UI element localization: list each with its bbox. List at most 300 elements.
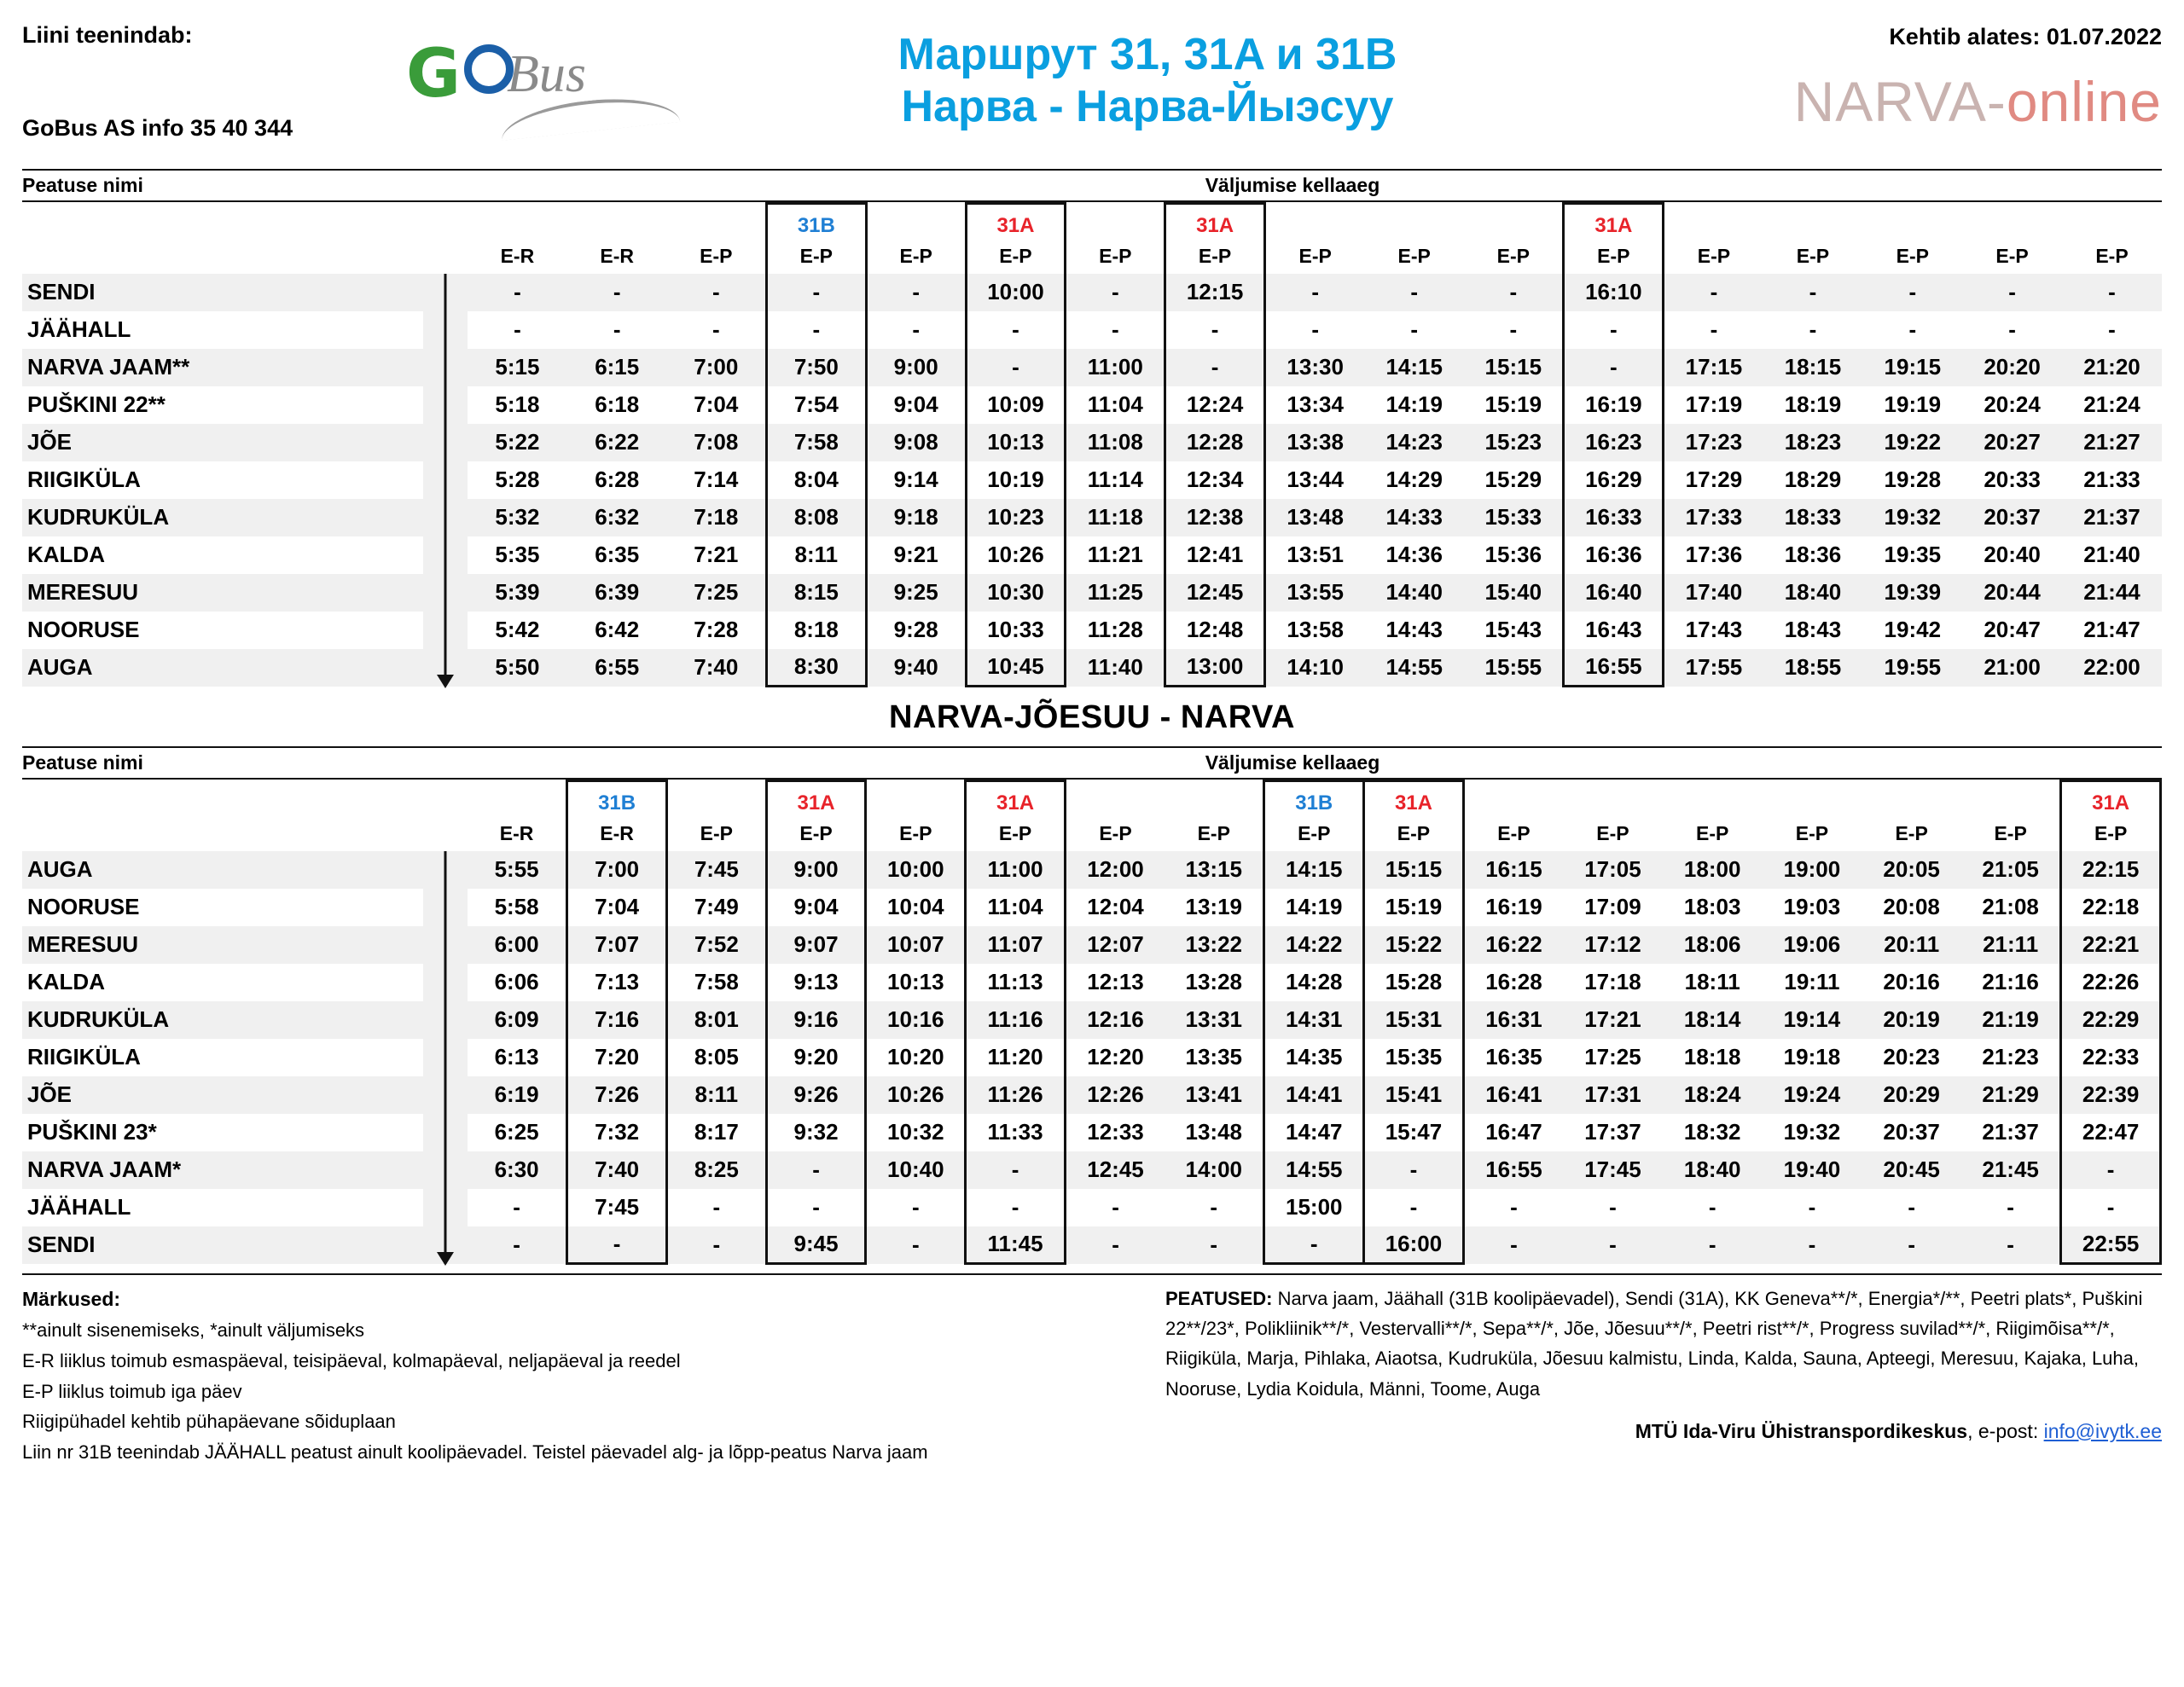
time-cell: - — [1609, 1232, 1617, 1257]
table-row — [22, 574, 2162, 612]
time-cell: - — [1410, 279, 1419, 304]
day-type-cell: E-P — [1264, 817, 1364, 851]
band-top-1 — [22, 169, 2162, 202]
time-cell: 15:43 — [1484, 617, 1542, 642]
time-cell: 17:05 — [1584, 856, 1641, 882]
departure-label-1: Väljumise kellaaeg — [1205, 174, 1380, 196]
time-cell: - — [2007, 1194, 2014, 1220]
time-cell: 15:33 — [1484, 504, 1542, 530]
time-cell: 5:28 — [495, 467, 540, 492]
time-cell: 10:00 — [966, 274, 1066, 311]
time-cell: 6:06 — [494, 969, 539, 994]
time-cell: 22:26 — [2061, 964, 2161, 1001]
time-cell: 14:15 — [1385, 354, 1443, 380]
time-cell: 17:12 — [1584, 931, 1641, 957]
time-cell: 6:32 — [595, 504, 640, 530]
time-cell: 19:55 — [1884, 654, 1942, 680]
time-cell: 9:08 — [893, 429, 938, 455]
day-type-cell: E-P — [899, 822, 932, 844]
time-cell: - — [1510, 1194, 1518, 1220]
time-cell: 14:28 — [1264, 964, 1364, 1001]
time-cell: 16:55 — [1485, 1157, 1542, 1182]
stop-name-cell: JÄÄHALL — [27, 1194, 131, 1220]
time-cell: - — [912, 316, 920, 342]
time-cell: 9:40 — [893, 654, 938, 680]
time-cell: 18:14 — [1683, 1006, 1741, 1032]
route-tag-cell — [1165, 204, 1265, 240]
time-cell: - — [1908, 279, 1917, 304]
time-cell: 21:00 — [1984, 654, 2041, 680]
time-cell: - — [513, 1232, 520, 1257]
time-cell: 10:00 — [887, 856, 944, 882]
day-type-cell: E-R — [500, 245, 535, 267]
time-cell: - — [1165, 349, 1265, 386]
route-tag-cell — [1664, 204, 1763, 240]
time-cell: 6:09 — [494, 1006, 539, 1032]
time-cell: 7:40 — [567, 1151, 667, 1189]
narva-online-logo — [1616, 69, 2162, 134]
time-cell: 7:25 — [694, 579, 739, 605]
time-cell: 18:03 — [1683, 894, 1741, 919]
time-cell: - — [1364, 1189, 1464, 1226]
time-cell: 14:23 — [1385, 429, 1443, 455]
time-cell: 7:52 — [694, 931, 739, 957]
time-cell: 18:15 — [1784, 354, 1842, 380]
time-cell: 18:11 — [1684, 969, 1740, 994]
time-cell: 11:00 — [966, 851, 1066, 889]
time-cell: 7:14 — [694, 467, 739, 492]
route-tag-cell — [1364, 204, 1464, 240]
time-cell: 20:37 — [1883, 1119, 1940, 1145]
time-cell: 6:00 — [494, 931, 539, 957]
gobus-logo-g: G — [406, 36, 458, 113]
time-cell: 18:06 — [1683, 931, 1741, 957]
time-cell: - — [766, 1151, 866, 1189]
time-cell: 11:26 — [966, 1076, 1066, 1114]
time-cell: 7:21 — [694, 542, 739, 567]
time-cell: - — [1165, 311, 1265, 349]
table-row — [22, 461, 2162, 499]
time-cell: 5:55 — [494, 856, 539, 882]
time-cell: 7:58 — [766, 424, 866, 461]
day-type-cell: E-P — [1099, 245, 1132, 267]
day-type-cell: E-P — [766, 240, 866, 274]
route-tag-cell — [1464, 204, 1564, 240]
time-cell: 8:01 — [694, 1006, 739, 1032]
time-cell: 20:08 — [1883, 894, 1940, 919]
time-cell: 10:26 — [887, 1081, 944, 1107]
time-cell: 22:29 — [2061, 1001, 2161, 1039]
time-cell: 21:19 — [1982, 1006, 2039, 1032]
time-cell: - — [1564, 311, 1664, 349]
stop-name-cell: KUDRUKÜLA — [27, 504, 170, 530]
time-cell: 13:41 — [1185, 1081, 1242, 1107]
time-cell: 17:37 — [1584, 1119, 1641, 1145]
route-tag-cell — [1564, 204, 1664, 240]
stop-name-cell: RIIGIKÜLA — [27, 1044, 141, 1070]
notes-block — [22, 1284, 1157, 1467]
stop-name-cell: SENDI — [27, 279, 96, 304]
note-line: Riigipühadel kehtib pühapäevane sõiduplaan — [22, 1411, 396, 1433]
time-cell: 10:13 — [887, 969, 944, 994]
stop-name-cell: KALDA — [27, 542, 105, 567]
time-cell: 9:25 — [893, 579, 938, 605]
stop-name-cell: NOORUSE — [27, 894, 140, 919]
day-type-cell: E-P — [2095, 245, 2129, 267]
time-cell: 10:30 — [966, 574, 1066, 612]
time-cell: 5:50 — [495, 654, 540, 680]
route-tag-cell — [1663, 781, 1763, 817]
time-cell: 10:19 — [966, 461, 1066, 499]
time-cell: 7:58 — [694, 969, 739, 994]
table-row — [22, 386, 2162, 424]
time-cell: 14:55 — [1264, 1151, 1364, 1189]
time-cell: 10:23 — [966, 499, 1066, 536]
time-cell: 14:19 — [1264, 889, 1364, 926]
time-cell: 13:00 — [1165, 649, 1265, 687]
stop-name-cell: RIIGIKÜLA — [27, 467, 141, 492]
time-cell: 16:29 — [1564, 461, 1664, 499]
time-cell: 16:22 — [1485, 931, 1542, 957]
time-cell: 16:31 — [1485, 1006, 1542, 1032]
route-tag-row — [22, 781, 2161, 817]
time-cell: 15:40 — [1484, 579, 1542, 605]
time-cell: 14:22 — [1264, 926, 1364, 964]
route-badge-31A: 31A — [1594, 213, 1633, 237]
note-line: E-R liiklus toimub esmaspäeval, teisipäeval, kolmapäeval, neljapäeval ja reedel — [22, 1349, 681, 1371]
operator-label: Liini teenindab: — [22, 22, 193, 48]
time-cell: 9:16 — [766, 1001, 866, 1039]
time-cell: - — [1808, 1194, 1816, 1220]
time-cell: 14:40 — [1385, 579, 1443, 605]
time-cell: 5:42 — [495, 617, 540, 642]
page-header — [22, 15, 2162, 169]
time-cell: 6:55 — [595, 654, 640, 680]
stop-name-cell: PUŠKINI 23* — [27, 1119, 157, 1145]
time-cell: 19:42 — [1884, 617, 1942, 642]
time-cell: - — [966, 311, 1066, 349]
time-cell: 7:26 — [567, 1076, 667, 1114]
time-cell: 17:19 — [1685, 391, 1743, 417]
operator-info: GoBus AS info 35 40 344 — [22, 115, 293, 141]
time-cell: 14:41 — [1264, 1076, 1364, 1114]
time-cell: - — [1908, 1194, 1915, 1220]
day-type-cell: E-P — [1197, 822, 1230, 844]
time-cell: 22:47 — [2061, 1114, 2161, 1151]
route-badge-31A: 31A — [2092, 791, 2130, 815]
time-cell: - — [1809, 316, 1817, 342]
time-cell: 14:33 — [1385, 504, 1443, 530]
day-type-cell: E-P — [700, 245, 733, 267]
time-cell: 6:18 — [595, 391, 640, 417]
time-cell: 16:55 — [1564, 649, 1664, 687]
notes-title: Märkused: — [22, 1288, 121, 1310]
time-cell: 17:45 — [1584, 1157, 1641, 1182]
time-cell: - — [2061, 1189, 2161, 1226]
time-cell: 16:19 — [1485, 894, 1542, 919]
time-cell: 8:08 — [766, 499, 866, 536]
table-row — [22, 1151, 2161, 1189]
time-cell: 9:45 — [766, 1226, 866, 1264]
time-cell: 9:14 — [893, 467, 938, 492]
route-tag-cell — [1862, 204, 1962, 240]
time-cell: 7:07 — [567, 926, 667, 964]
time-cell: - — [513, 1194, 520, 1220]
time-cell: 9:28 — [893, 617, 938, 642]
time-cell: - — [1311, 279, 1319, 304]
time-cell: 10:13 — [966, 424, 1066, 461]
time-cell: 20:45 — [1883, 1157, 1940, 1182]
time-cell: 18:33 — [1784, 504, 1842, 530]
time-cell: 7:32 — [567, 1114, 667, 1151]
route-badge-31B: 31B — [797, 213, 835, 237]
time-cell: - — [1609, 1194, 1617, 1220]
time-cell: 14:47 — [1264, 1114, 1364, 1151]
time-cell: 12:26 — [1087, 1081, 1144, 1107]
stop-name-cell: MERESUU — [27, 931, 139, 957]
route-badge-31A: 31A — [1196, 213, 1234, 237]
time-cell: 19:14 — [1783, 1006, 1841, 1032]
time-cell: 10:33 — [966, 612, 1066, 649]
day-type-cell: E-P — [2061, 817, 2161, 851]
time-cell: 17:25 — [1584, 1044, 1641, 1070]
time-cell: 22:00 — [2083, 654, 2140, 680]
time-cell: 18:40 — [1784, 579, 1842, 605]
route-badge-31A: 31A — [996, 213, 1035, 237]
time-cell: 10:04 — [887, 894, 944, 919]
stop-name-cell: AUGA — [27, 654, 93, 680]
time-cell: 10:32 — [887, 1119, 944, 1145]
time-cell: - — [2008, 316, 2016, 342]
time-cell: - — [1908, 316, 1917, 342]
time-cell: - — [1710, 279, 1718, 304]
time-cell: 11:25 — [1087, 579, 1143, 605]
time-cell: 8:30 — [766, 649, 866, 687]
time-cell: 11:08 — [1087, 429, 1143, 455]
time-cell: 5:32 — [495, 504, 540, 530]
time-cell: - — [1908, 1232, 1915, 1257]
time-cell: - — [1210, 1232, 1218, 1257]
time-cell: - — [712, 1232, 721, 1257]
time-cell: - — [2007, 1232, 2014, 1257]
time-cell: 6:30 — [494, 1157, 539, 1182]
time-cell: 19:40 — [1783, 1157, 1841, 1182]
time-cell: 15:55 — [1484, 654, 1542, 680]
day-type-cell: E-P — [1298, 245, 1332, 267]
day-type-cell: E-R — [567, 817, 667, 851]
time-cell: 11:00 — [1087, 354, 1143, 380]
narva-online-logo-part2: online — [2006, 70, 2162, 133]
stop-name-cell: JÄÄHALL — [27, 316, 131, 342]
time-cell: - — [766, 274, 866, 311]
time-cell: 6:19 — [494, 1081, 539, 1107]
time-cell: - — [1710, 316, 1718, 342]
time-cell: - — [1708, 1232, 1716, 1257]
time-cell: 16:23 — [1564, 424, 1664, 461]
time-cell: 16:00 — [1364, 1226, 1464, 1264]
route-badge-31B: 31B — [1295, 791, 1333, 815]
time-cell: 7:04 — [694, 391, 739, 417]
time-cell: 14:15 — [1264, 851, 1364, 889]
time-cell: 21:45 — [1982, 1157, 2039, 1182]
time-cell: 15:15 — [1364, 851, 1464, 889]
time-cell: 8:04 — [766, 461, 866, 499]
day-type-cell: E-P — [766, 817, 866, 851]
route-title-line2: Нарва - Нарва-Йыэсуу — [901, 82, 1394, 132]
route-tag-cell — [1264, 781, 1364, 817]
time-cell: 14:35 — [1264, 1039, 1364, 1076]
time-cell: 12:13 — [1087, 969, 1144, 994]
time-cell: 20:16 — [1883, 969, 1940, 994]
route-tag-cell — [468, 781, 567, 817]
time-cell: 20:24 — [1984, 391, 2041, 417]
time-cell: 11:16 — [966, 1001, 1066, 1039]
stop-name-cell: NOORUSE — [27, 617, 140, 642]
table-row — [22, 1076, 2161, 1114]
time-cell: 20:37 — [1984, 504, 2041, 530]
day-type-cell: E-P — [1696, 822, 1729, 844]
day-type-cell: E-P — [1165, 240, 1265, 274]
time-cell: 20:19 — [1883, 1006, 1940, 1032]
route-tag-cell — [766, 781, 866, 817]
time-cell: 18:19 — [1784, 391, 1842, 417]
time-cell: - — [2061, 1151, 2161, 1189]
route-tag-cell — [966, 781, 1066, 817]
table-row — [22, 612, 2162, 649]
time-cell: 7:50 — [766, 349, 866, 386]
time-cell: 17:31 — [1584, 1081, 1641, 1107]
table-row — [22, 1039, 2161, 1076]
time-cell: 7:54 — [766, 386, 866, 424]
day-type-cell: E-R — [499, 822, 534, 844]
time-cell: 20:29 — [1883, 1081, 1940, 1107]
time-cell: 7:00 — [567, 851, 667, 889]
stops-block — [1157, 1284, 2162, 1467]
table-row — [22, 1001, 2161, 1039]
time-cell: 11:33 — [966, 1114, 1066, 1151]
time-cell: 13:38 — [1287, 429, 1344, 455]
time-cell: 7:49 — [694, 894, 739, 919]
time-cell: 15:22 — [1364, 926, 1464, 964]
route-tag-cell — [1763, 204, 1863, 240]
contact-email-link[interactable]: info@ivytk.ee — [2043, 1419, 2162, 1442]
gobus-logo-bus: Bus — [507, 45, 586, 103]
time-cell: 14:29 — [1385, 467, 1443, 492]
time-cell: - — [712, 316, 720, 342]
time-cell: 12:34 — [1165, 461, 1265, 499]
time-cell: 21:33 — [2083, 467, 2140, 492]
time-cell: 16:41 — [1485, 1081, 1542, 1107]
operator-block — [22, 15, 398, 142]
table-row — [22, 349, 2162, 386]
time-cell: 10:20 — [887, 1044, 944, 1070]
time-cell: 9:04 — [766, 889, 866, 926]
time-cell: - — [766, 311, 866, 349]
time-cell: 12:00 — [1087, 856, 1144, 882]
time-cell: - — [1364, 1151, 1464, 1189]
time-cell: 16:35 — [1485, 1044, 1542, 1070]
time-cell: 13:35 — [1185, 1044, 1242, 1070]
time-cell: 14:10 — [1287, 654, 1344, 680]
time-cell: 13:31 — [1185, 1006, 1242, 1032]
time-cell: 7:18 — [694, 504, 739, 530]
time-cell: 10:26 — [966, 536, 1066, 574]
time-cell: - — [1111, 316, 1119, 342]
time-cell: 11:07 — [966, 926, 1066, 964]
time-cell: 9:00 — [893, 354, 938, 380]
time-cell: 9:04 — [893, 391, 938, 417]
time-cell: 6:15 — [595, 354, 640, 380]
route-tag-cell — [2061, 781, 2161, 817]
time-cell: 19:00 — [1783, 856, 1841, 882]
time-cell: 14:19 — [1385, 391, 1443, 417]
time-cell: 6:39 — [595, 579, 640, 605]
table-row — [22, 851, 2161, 889]
time-cell: 9:00 — [766, 851, 866, 889]
time-cell: 18:40 — [1683, 1157, 1741, 1182]
time-cell: 17:43 — [1685, 617, 1743, 642]
time-cell: 8:25 — [694, 1157, 739, 1182]
table-row — [22, 926, 2161, 964]
time-cell: 10:09 — [966, 386, 1066, 424]
route-tag-cell — [1961, 781, 2061, 817]
time-cell: 10:07 — [887, 931, 944, 957]
time-cell: 7:04 — [567, 889, 667, 926]
route-badge-31A: 31A — [1394, 791, 1432, 815]
time-cell: - — [1311, 316, 1319, 342]
time-cell: - — [1210, 1194, 1218, 1220]
time-cell: 11:21 — [1087, 542, 1143, 567]
day-type-cell: E-R — [600, 245, 635, 267]
time-cell: 16:28 — [1485, 969, 1542, 994]
direction-arrow-icon — [423, 274, 468, 687]
time-cell: 17:15 — [1685, 354, 1743, 380]
time-cell: 13:28 — [1185, 969, 1242, 994]
table-row — [22, 499, 2162, 536]
stop-name-cell: JÕE — [27, 1081, 73, 1107]
time-cell: 14:31 — [1264, 1001, 1364, 1039]
stop-name-label-2: Peatuse nimi — [22, 751, 143, 774]
time-cell: - — [966, 1189, 1066, 1226]
time-cell: 19:35 — [1884, 542, 1942, 567]
time-cell: 21:40 — [2083, 542, 2140, 567]
stop-name-cell: KALDA — [27, 969, 105, 994]
time-cell: 22:18 — [2061, 889, 2161, 926]
stop-name-cell: MERESUU — [27, 579, 139, 605]
note-line: E-P liiklus toimub iga päev — [22, 1380, 242, 1402]
time-cell: 9:32 — [766, 1114, 866, 1151]
time-cell: 7:28 — [694, 617, 739, 642]
time-cell: 15:36 — [1484, 542, 1542, 567]
time-cell: 22:39 — [2061, 1076, 2161, 1114]
time-cell: 20:20 — [1984, 354, 2041, 380]
time-cell: 5:35 — [495, 542, 540, 567]
time-cell: 21:05 — [1982, 856, 2039, 882]
route-badge-31A: 31A — [797, 791, 835, 815]
time-cell: 21:27 — [2083, 429, 2140, 455]
route-tag-cell — [1165, 781, 1264, 817]
time-cell: 16:40 — [1564, 574, 1664, 612]
note-line: **ainult sisenemiseks, *ainult väljumiseks — [22, 1319, 365, 1342]
time-cell: 12:07 — [1087, 931, 1144, 957]
time-cell: 17:21 — [1584, 1006, 1641, 1032]
time-cell: 13:19 — [1185, 894, 1242, 919]
time-cell: 15:28 — [1364, 964, 1464, 1001]
time-cell: 16:15 — [1485, 856, 1542, 882]
time-cell: 19:28 — [1884, 467, 1942, 492]
time-cell: 6:22 — [595, 429, 640, 455]
time-cell: 11:28 — [1087, 617, 1143, 642]
